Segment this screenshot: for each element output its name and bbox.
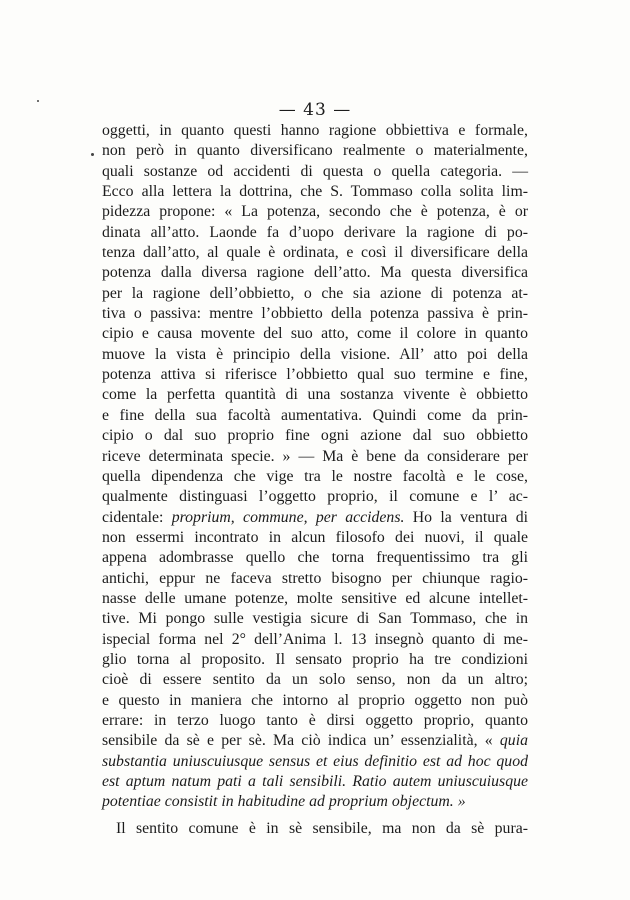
text-line: pidezza propone: « La potenza, secondo che è potenza, è or xyxy=(102,203,528,221)
text-line: quella dipendenza che vige tra le nostre facoltà e le cose, xyxy=(102,467,528,485)
text-line: tenza dall’atto, al quale è ordinata, e così il diversificare della xyxy=(102,244,528,262)
text-line: come la perfetta quantità di una sostanza vivente è obbietto xyxy=(102,386,528,404)
text-line: riceve determinata specie. » — Ma è bene da considerare per xyxy=(102,447,528,465)
text-line: nasse delle umane potenze, molte sensitive ed alcune intellet- xyxy=(102,589,528,607)
text-line: errare: in terzo luogo tanto è dirsi oggetto proprio, quanto xyxy=(102,711,528,729)
text-line: quali sostanze od accidenti di questa o quella categoria. — xyxy=(102,162,528,180)
text-line: e questo in maniera che intorno al proprio oggetto non può xyxy=(102,691,528,709)
text-line: ispecial forma nel 2° dell’Anima l. 13 insegnò quanto di me- xyxy=(102,630,528,648)
text-line: e fine della sua facoltà aumentativa. Quindi come da prin- xyxy=(102,406,528,424)
text-line: tive. Mi pongo sulle vestigia sicure di San Tommaso, che in xyxy=(102,610,528,628)
text-line: dinata all’atto. Laonde fa d’uopo derivare la ragione di po- xyxy=(102,223,528,241)
latin-quote-line: est aptum natum pati a tali sensibili. Ratio autem uniuscuiusque xyxy=(102,773,528,790)
text-run: Ho la ventura di xyxy=(404,508,528,526)
latin-terms: proprium, commune, per accidens. xyxy=(171,508,405,526)
text-line: potenza dalla diversa ragione dell’atto. Ma questa diversifica xyxy=(102,264,528,282)
text-line: potenza attiva si riferisce l’obbietto qual suo termine e fine, xyxy=(102,366,528,384)
text-line xyxy=(102,731,528,751)
text-line: muove la vista è principio della visione. All’ atto poi della xyxy=(102,345,528,363)
ink-speck xyxy=(37,100,39,102)
text-run: sensibile da sè e per sè. Ma ciò indica un’ essenzialità, « xyxy=(102,732,500,750)
text-line: oggetti, in quanto questi hanno ragione obbiettiva e formale, xyxy=(102,122,528,139)
text-line: cipio o dal suo proprio fine ogni azione dal suo obbietto xyxy=(102,427,528,445)
text-line: qualmente distinguasi l’oggetto proprio, il comune e l’ ac- xyxy=(102,488,528,506)
text-line: cipio e causa movente del suo atto, come il colore in quanto xyxy=(102,325,528,343)
body-text xyxy=(102,121,528,839)
latin-quote-line: potentiae consistit in habitudine ad proprium objectum. » xyxy=(102,793,466,811)
text-line xyxy=(102,508,528,528)
latin-quote-line: substantia uniuscuiusque sensus et eius definitio est ad hoc quod xyxy=(102,752,528,770)
text-line: Ecco alla lettera la dottrina, che S. Tommaso colla solita lim- xyxy=(102,183,528,201)
latin-quote: quia xyxy=(499,732,528,750)
ink-speck xyxy=(91,153,94,156)
text-line: non però in quanto diversificano realmente o materialmente, xyxy=(102,142,528,160)
text-line: tiva o passiva: mentre l’obbietto della potenza passiva è prin- xyxy=(102,305,528,323)
text-line: cioè di essere sentito da un solo senso, non da un altro; xyxy=(102,671,528,689)
text-line: antichi, eppur ne faceva stretto bisogno per chiunque ragio- xyxy=(102,569,528,587)
page-number: — 43 — xyxy=(278,100,352,120)
text-run: cidentale: xyxy=(102,508,172,526)
text-line: per la ragione dell’obbietto, o che sia azione di potenza at- xyxy=(102,284,528,302)
text-line: appena adombrasse quello che torna frequentissimo tra gli xyxy=(102,549,528,567)
text-line: non essermi incontrato in alcun filosofo dei nuovi, il quale xyxy=(102,528,528,546)
text-line: glio torna al proposito. Il sensato proprio ha tre condizioni xyxy=(102,650,528,668)
text-line: Il sentito comune è in sè sensibile, ma non da sè pura- xyxy=(116,819,528,837)
